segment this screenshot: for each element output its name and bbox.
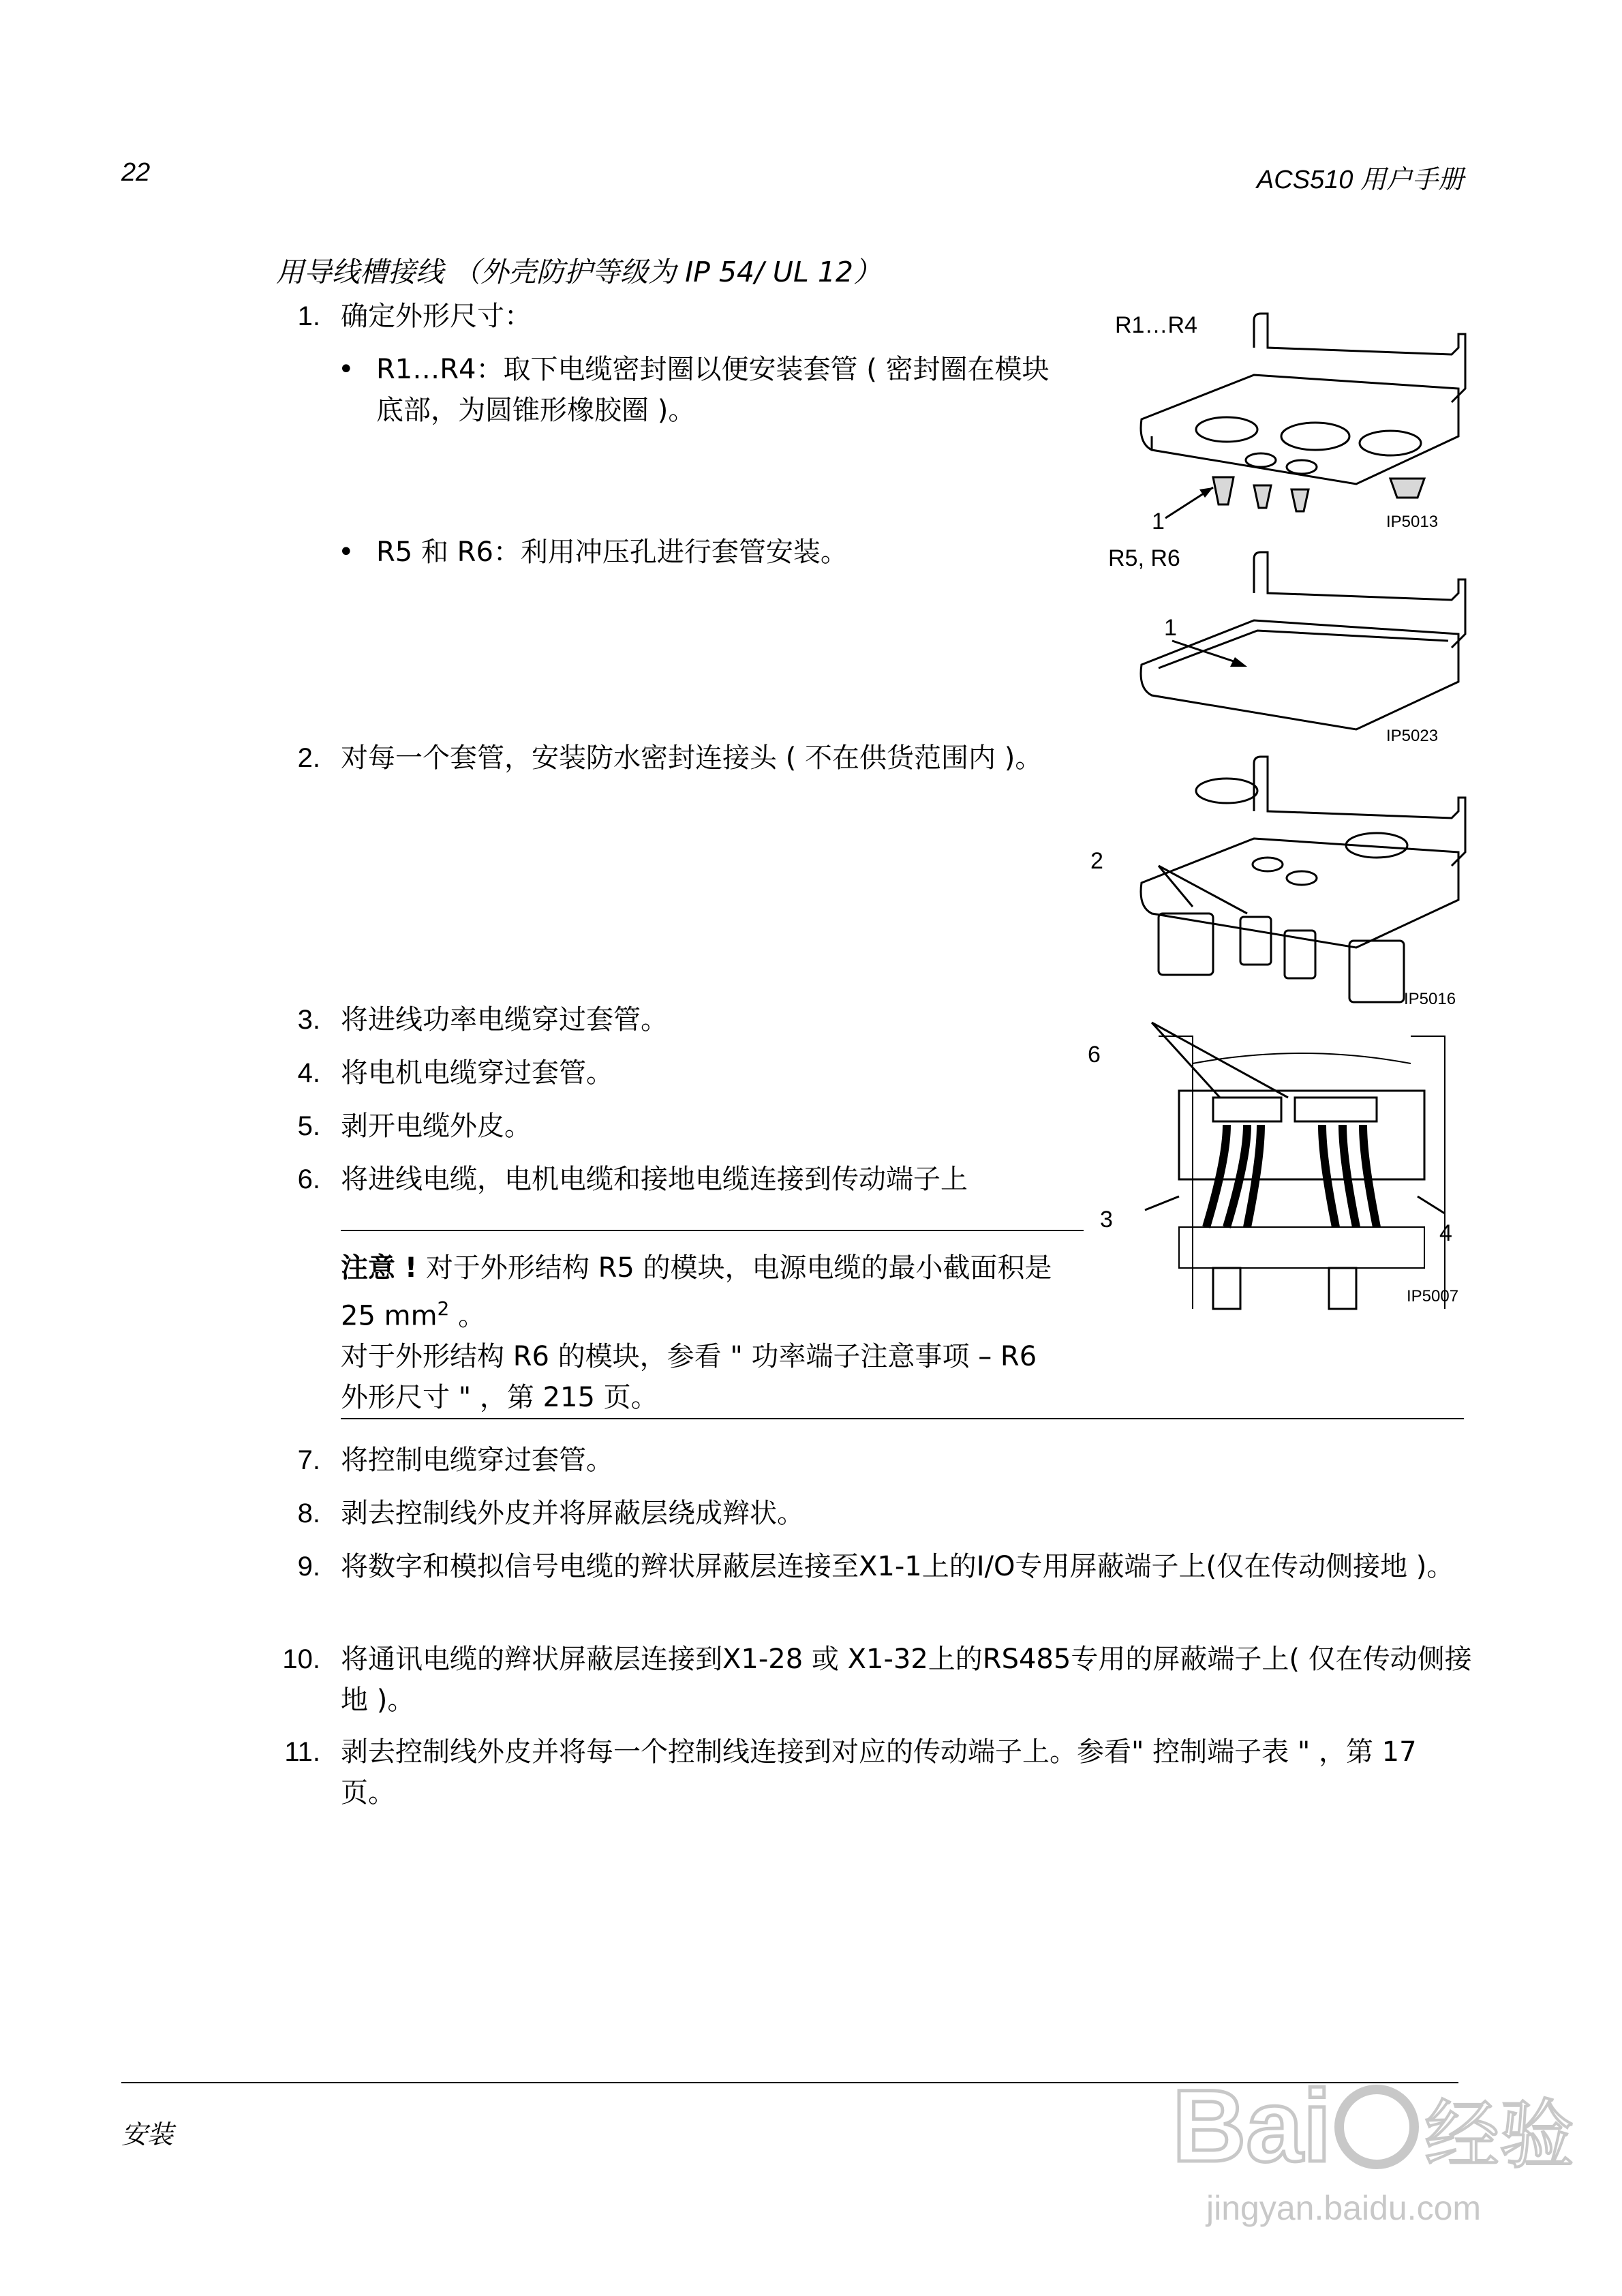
step-number: 10.	[282, 1644, 320, 1674]
terminal-block	[1179, 1091, 1424, 1179]
back-wall	[1254, 757, 1465, 866]
grommet	[1213, 477, 1234, 504]
grommet	[1254, 485, 1271, 508]
step-text: 确定外形尺寸：	[341, 301, 532, 332]
hole	[1360, 431, 1421, 455]
fitting	[1349, 941, 1404, 1002]
step-number: 2.	[297, 743, 320, 773]
arrow-head	[1230, 657, 1247, 667]
bullet-text: R5 和 R6：利用冲压孔进行套管安装。	[376, 537, 848, 568]
step-number: 3.	[297, 1005, 320, 1035]
step-text: 剥去控制线外皮并将每一个控制线连接到对应的传动端子上。参看" 控制端子表 " ，第 17 页。	[341, 1736, 1417, 1809]
callout-2: 2	[1090, 848, 1103, 874]
bullet-mark: •	[338, 354, 354, 385]
hole	[1281, 423, 1349, 450]
locknut	[1253, 858, 1283, 871]
plate-inner-edge	[1159, 631, 1448, 668]
step-number: 5.	[297, 1111, 320, 1141]
gland-plate-r5-r6-drawing	[1131, 545, 1486, 750]
step-number: 7.	[297, 1445, 320, 1475]
step-number: 8.	[297, 1498, 320, 1528]
figure-label: R1…R4	[1115, 312, 1197, 338]
note-label: 注意 !	[341, 1252, 418, 1284]
callout-1: 1	[1152, 509, 1165, 534]
footer-section: 安装	[121, 2121, 174, 2149]
figure-code: IP5013	[1386, 513, 1439, 531]
motor-cables	[1322, 1125, 1377, 1227]
note-text-1-end: 。	[449, 1300, 486, 1332]
power-cables	[1206, 1125, 1261, 1227]
step-text: 将通讯电缆的辫状屏蔽层连接到X1-28 或 X1-32上的RS485专用的屏蔽端子上( 仅在传动侧接地 )。	[341, 1644, 1472, 1716]
watermark-url: jingyan.baidu.com	[1206, 2189, 1482, 2227]
bullet-text: R1…R4：取下电缆密封圈以便安装套管 ( 密封圈在模块底部，为圆锥形橡胶圈 )。	[376, 354, 1050, 426]
terminal-wiring-drawing	[1152, 1023, 1452, 1309]
step-number: 6.	[297, 1164, 320, 1194]
figure-code: IP5007	[1407, 1287, 1459, 1305]
callout-3: 3	[1100, 1207, 1113, 1233]
conduit-fittings-drawing	[1131, 750, 1486, 1009]
terminal-strip	[1213, 1098, 1281, 1121]
cable-clamp-area	[1179, 1227, 1424, 1268]
note-text-1: 对于外形结构 R5 的模块，电源电缆的最小截面积是 25 mm	[341, 1252, 1052, 1332]
step-number: 4.	[297, 1058, 320, 1088]
grommet	[1390, 479, 1424, 498]
conduit	[1213, 1268, 1240, 1309]
locknut	[1287, 871, 1317, 885]
hole	[1196, 417, 1257, 442]
step-text: 剥开电缆外皮。	[341, 1111, 532, 1142]
callout-leader	[1159, 866, 1247, 913]
note-superscript: 2	[437, 1297, 450, 1320]
manual-title: ACS510 用户手册	[1256, 166, 1464, 194]
step-number: 1.	[297, 301, 320, 331]
terminal-strip	[1295, 1098, 1377, 1121]
step-text: 将进线电缆，电机电缆和接地电缆连接到传动端子上	[341, 1164, 968, 1195]
locknut	[1196, 779, 1257, 803]
note-line1	[341, 1248, 1070, 1336]
figure-label: R5, R6	[1108, 545, 1180, 571]
back-wall	[1254, 314, 1465, 402]
note-block	[341, 1248, 1070, 1418]
watermark-logo-text: 经验	[1424, 2091, 1574, 2179]
figure-code: IP5016	[1404, 990, 1456, 1008]
hole	[1287, 460, 1317, 474]
callout-leader-3	[1145, 1196, 1179, 1210]
step-text: 将控制电缆穿过套管。	[341, 1445, 613, 1476]
step-text: 对每一个套管，安装防水密封连接头 ( 不在供货范围内 )。	[341, 742, 1043, 774]
conduit	[1329, 1268, 1356, 1309]
gland-plate-r1-r4-drawing	[1131, 307, 1486, 539]
note-line2: 对于外形结构 R6 的模块，参看 " 功率端子注意事项 – R6 外形尺寸 " ，第 215 页。	[341, 1341, 1037, 1414]
callout-leader-4	[1418, 1196, 1445, 1213]
section-title: 用导线槽接线 （外壳防护等级为 IP 54/ UL 12）	[276, 256, 881, 288]
callout-6: 6	[1088, 1042, 1101, 1068]
callout-leader-6	[1152, 1023, 1288, 1098]
step-number: 11.	[284, 1737, 320, 1767]
hole	[1246, 453, 1276, 467]
step-text: 将进线功率电缆穿过套管。	[341, 1004, 668, 1036]
step-number: 9.	[297, 1552, 320, 1582]
plate-body	[1141, 620, 1458, 729]
note-bottom-rule	[341, 1418, 1464, 1419]
note-top-rule	[341, 1230, 1084, 1231]
bullet-mark: •	[338, 537, 354, 568]
callout-1: 1	[1164, 615, 1177, 641]
plate-body	[1141, 375, 1458, 484]
step-text: 将数字和模拟信号电缆的辫状屏蔽层连接至X1-1上的I/O专用屏蔽端子上(仅在传动侧接地 )。	[341, 1551, 1454, 1582]
figure-code: IP5023	[1386, 727, 1439, 745]
step-text: 剥去控制线外皮并将屏蔽层绕成辫状。	[341, 1498, 804, 1529]
page-number: 22	[121, 158, 151, 187]
callout-4: 4	[1439, 1220, 1452, 1246]
fitting	[1240, 917, 1271, 965]
step-text: 将电机电缆穿过套管。	[341, 1057, 613, 1089]
paw-icon	[1339, 2089, 1414, 2164]
arrow-head	[1199, 487, 1213, 498]
watermark-logo-text: Bai	[1172, 2068, 1332, 2183]
grommet	[1291, 489, 1309, 511]
